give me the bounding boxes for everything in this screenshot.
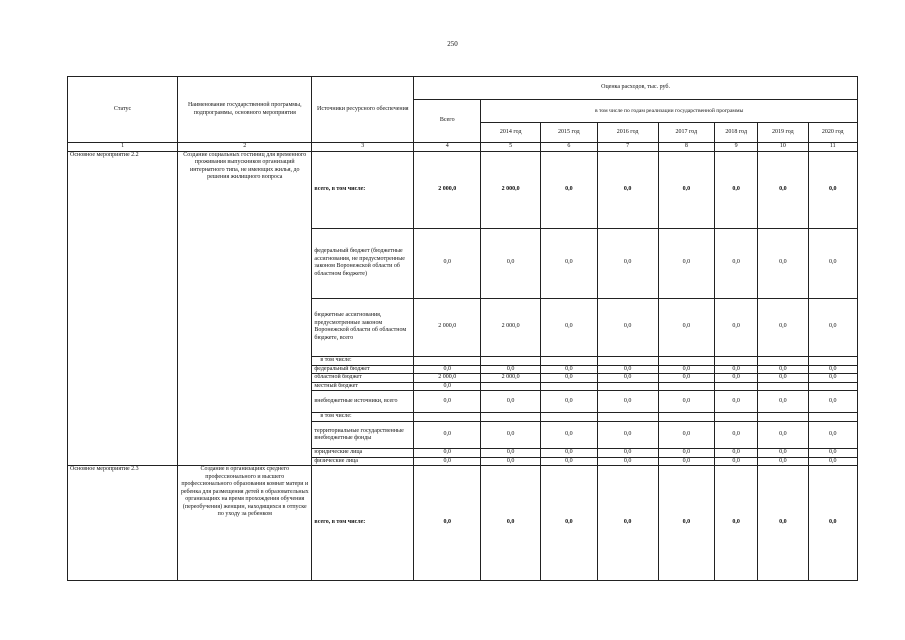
- value-cell: [541, 382, 598, 391]
- column-number: 5: [481, 143, 541, 152]
- header-year: 2016 год: [597, 123, 658, 143]
- value-cell: 0,0: [481, 457, 541, 466]
- header-year: 2014 год: [481, 123, 541, 143]
- value-cell: [808, 413, 857, 422]
- value-cell: 0,0: [808, 457, 857, 466]
- header-year: 2017 год: [658, 123, 715, 143]
- value-cell: 2 000,0: [414, 151, 481, 228]
- value-cell: 0,0: [414, 382, 481, 391]
- value-cell: [658, 382, 715, 391]
- value-cell: 0,0: [658, 365, 715, 374]
- value-cell: [808, 356, 857, 365]
- value-cell: 0,0: [541, 151, 598, 228]
- value-cell: [597, 382, 658, 391]
- value-cell: [414, 356, 481, 365]
- source-cell: бюджетные ассигнования, предусмотренные законом Воронежской области об областном бюджете, всего: [312, 298, 414, 356]
- value-cell: 0,0: [481, 365, 541, 374]
- value-cell: 0,0: [658, 391, 715, 413]
- header-sources: Источники ресурсного обеспечения: [312, 77, 414, 143]
- header-estimate: Оценка расходов, тыс. руб.: [414, 77, 858, 100]
- value-cell: 0,0: [658, 457, 715, 466]
- value-cell: 0,0: [808, 365, 857, 374]
- value-cell: 0,0: [758, 422, 808, 449]
- event-name: Создание социальных гостиниц для временного проживания выпускников организаций интернатного типа, не имеющих жилья, до решения жилищного вопроса: [178, 151, 312, 466]
- source-cell: в том числе:: [312, 413, 414, 422]
- value-cell: 0,0: [414, 365, 481, 374]
- value-cell: 0,0: [808, 298, 857, 356]
- column-number: 10: [758, 143, 808, 152]
- value-cell: 0,0: [758, 466, 808, 581]
- source-cell: территориальные государственные внебюджетные фонды: [312, 422, 414, 449]
- value-cell: 0,0: [758, 365, 808, 374]
- column-number: 1: [68, 143, 178, 152]
- header-by-years: в том числе по годам реализации государственной программы: [481, 100, 858, 123]
- value-cell: 2 000,0: [414, 374, 481, 383]
- table-row: [68, 466, 858, 581]
- value-cell: 0,0: [808, 466, 857, 581]
- value-cell: 0,0: [715, 466, 758, 581]
- value-cell: 2 000,0: [481, 374, 541, 383]
- value-cell: 0,0: [715, 449, 758, 458]
- value-cell: 0,0: [481, 228, 541, 298]
- value-cell: 0,0: [597, 374, 658, 383]
- value-cell: 0,0: [597, 228, 658, 298]
- source-cell: федеральный бюджет (бюджетные ассигнования, не предусмотренные законом Воронежской области об областном бюджете): [312, 228, 414, 298]
- header-year: 2018 год: [715, 123, 758, 143]
- value-cell: 0,0: [658, 374, 715, 383]
- value-cell: 0,0: [541, 298, 598, 356]
- value-cell: 0,0: [715, 391, 758, 413]
- value-cell: 0,0: [541, 374, 598, 383]
- value-cell: 0,0: [541, 466, 598, 581]
- source-cell: всего, в том числе:: [312, 151, 414, 228]
- value-cell: 0,0: [715, 374, 758, 383]
- value-cell: 0,0: [481, 422, 541, 449]
- value-cell: [481, 413, 541, 422]
- column-number: 3: [312, 143, 414, 152]
- event-status: Основное мероприятие 2.3: [68, 466, 178, 581]
- value-cell: 2 000,0: [481, 151, 541, 228]
- value-cell: 0,0: [808, 449, 857, 458]
- value-cell: 0,0: [758, 374, 808, 383]
- value-cell: 0,0: [658, 151, 715, 228]
- value-cell: 0,0: [541, 228, 598, 298]
- value-cell: 0,0: [481, 449, 541, 458]
- column-number: 11: [808, 143, 857, 152]
- header-name: Наименование государственной программы, подпрограммы, основного мероприятия: [178, 77, 312, 143]
- header-total: Всего: [414, 100, 481, 143]
- value-cell: 0,0: [715, 422, 758, 449]
- source-cell: в том числе:: [312, 356, 414, 365]
- value-cell: 0,0: [658, 228, 715, 298]
- value-cell: [481, 382, 541, 391]
- value-cell: 0,0: [414, 228, 481, 298]
- value-cell: 0,0: [808, 391, 857, 413]
- value-cell: 0,0: [481, 391, 541, 413]
- column-number: 4: [414, 143, 481, 152]
- value-cell: 0,0: [597, 466, 658, 581]
- header-year: 2020 год: [808, 123, 857, 143]
- value-cell: 0,0: [658, 422, 715, 449]
- value-cell: [481, 356, 541, 365]
- column-number: 9: [715, 143, 758, 152]
- value-cell: 0,0: [541, 365, 598, 374]
- header-status: Статус: [68, 77, 178, 143]
- source-cell: физические лица: [312, 457, 414, 466]
- value-cell: 0,0: [541, 391, 598, 413]
- value-cell: 0,0: [597, 365, 658, 374]
- source-cell: местный бюджет: [312, 382, 414, 391]
- value-cell: 0,0: [758, 449, 808, 458]
- value-cell: [541, 413, 598, 422]
- table-row: [68, 151, 858, 228]
- page-number: 250: [447, 40, 458, 48]
- value-cell: [758, 356, 808, 365]
- value-cell: 0,0: [758, 391, 808, 413]
- value-cell: 0,0: [597, 391, 658, 413]
- value-cell: 0,0: [414, 449, 481, 458]
- value-cell: 0,0: [808, 422, 857, 449]
- value-cell: 0,0: [758, 298, 808, 356]
- value-cell: 0,0: [597, 298, 658, 356]
- value-cell: 0,0: [658, 466, 715, 581]
- value-cell: [715, 356, 758, 365]
- value-cell: 0,0: [808, 151, 857, 228]
- value-cell: [541, 356, 598, 365]
- value-cell: 0,0: [597, 449, 658, 458]
- value-cell: [597, 413, 658, 422]
- source-cell: внебюджетные источники, всего: [312, 391, 414, 413]
- value-cell: 0,0: [541, 422, 598, 449]
- value-cell: [758, 413, 808, 422]
- value-cell: 0,0: [597, 422, 658, 449]
- funding-table: [67, 76, 858, 581]
- value-cell: 0,0: [758, 228, 808, 298]
- value-cell: 0,0: [541, 449, 598, 458]
- value-cell: 0,0: [597, 151, 658, 228]
- column-number: 2: [178, 143, 312, 152]
- value-cell: 0,0: [715, 365, 758, 374]
- column-number-row: [68, 143, 858, 152]
- value-cell: [597, 356, 658, 365]
- header-year: 2015 год: [541, 123, 598, 143]
- header-year: 2019 год: [758, 123, 808, 143]
- source-cell: всего, в том числе:: [312, 466, 414, 581]
- event-name: Создание в организациях среднего профессионального и высшего профессионального образования комнат матери и ребенка для размещения детей в образовательных организациях на время прохождения обучения (переобучения) женщин, находящихся в отпуске по уходу за ребенком: [178, 466, 312, 581]
- value-cell: 0,0: [715, 151, 758, 228]
- value-cell: [715, 382, 758, 391]
- value-cell: 0,0: [414, 466, 481, 581]
- source-cell: юридические лица: [312, 449, 414, 458]
- source-cell: федеральный бюджет: [312, 365, 414, 374]
- value-cell: [808, 382, 857, 391]
- value-cell: [658, 413, 715, 422]
- value-cell: [658, 356, 715, 365]
- value-cell: 0,0: [414, 457, 481, 466]
- value-cell: 2 000,0: [481, 298, 541, 356]
- value-cell: 0,0: [658, 449, 715, 458]
- value-cell: 0,0: [715, 457, 758, 466]
- value-cell: 0,0: [414, 391, 481, 413]
- value-cell: 0,0: [541, 457, 598, 466]
- value-cell: 0,0: [758, 151, 808, 228]
- value-cell: 0,0: [597, 457, 658, 466]
- value-cell: [414, 413, 481, 422]
- header-row-1: [68, 77, 858, 100]
- value-cell: 0,0: [715, 298, 758, 356]
- column-number: 7: [597, 143, 658, 152]
- event-status: Основное мероприятие 2.2: [68, 151, 178, 466]
- value-cell: 0,0: [658, 298, 715, 356]
- value-cell: 0,0: [414, 422, 481, 449]
- value-cell: 0,0: [808, 374, 857, 383]
- column-number: 8: [658, 143, 715, 152]
- value-cell: 2 000,0: [414, 298, 481, 356]
- value-cell: 0,0: [808, 228, 857, 298]
- value-cell: 0,0: [758, 457, 808, 466]
- value-cell: [715, 413, 758, 422]
- column-number: 6: [541, 143, 598, 152]
- value-cell: [758, 382, 808, 391]
- value-cell: 0,0: [715, 228, 758, 298]
- value-cell: 0,0: [481, 466, 541, 581]
- source-cell: областной бюджет: [312, 374, 414, 383]
